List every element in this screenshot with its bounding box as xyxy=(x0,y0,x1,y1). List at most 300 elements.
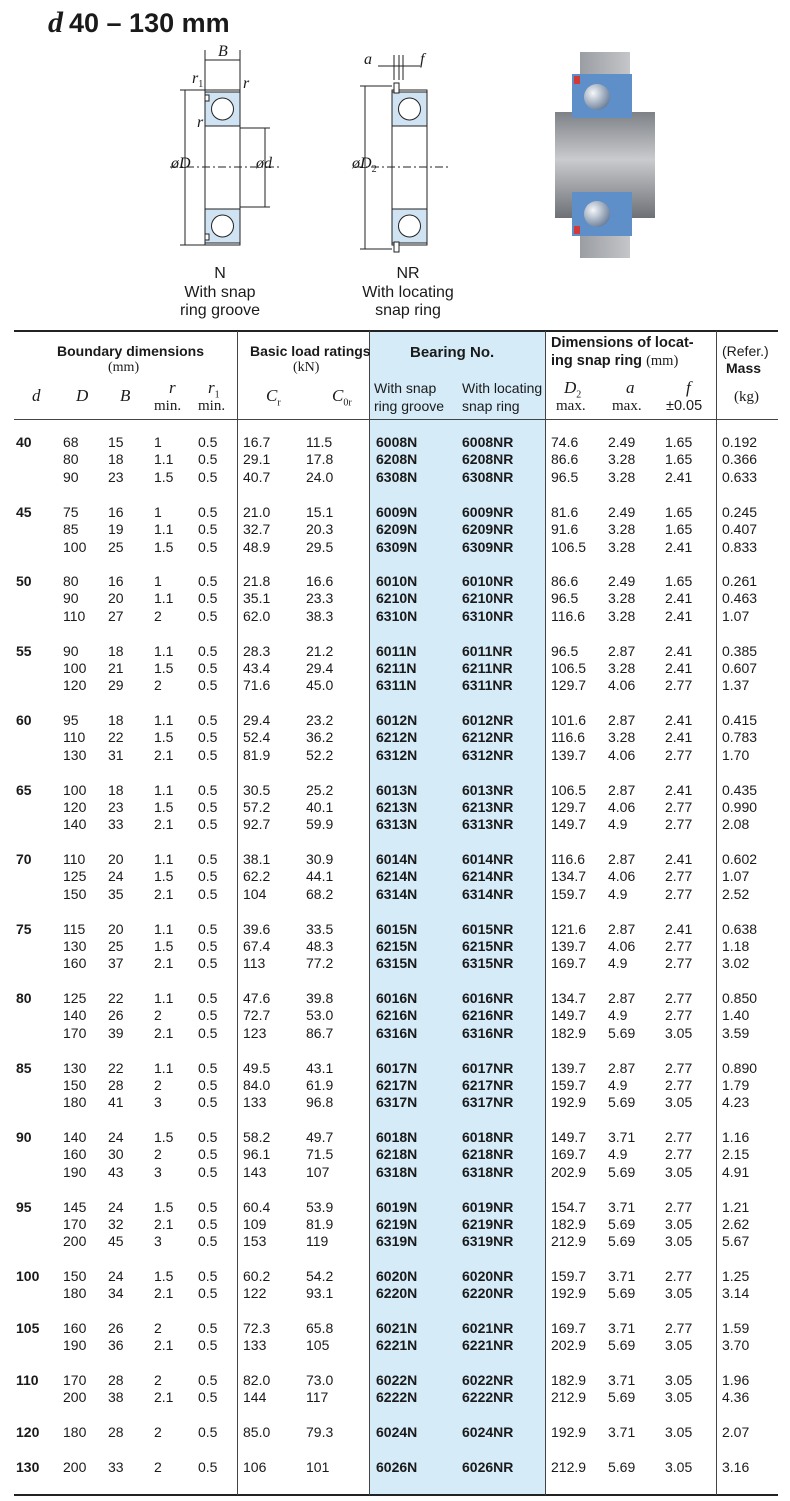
col-f: 1.65 xyxy=(665,434,693,450)
col-r: 1.5 xyxy=(154,539,174,555)
col-mass: 1.96 xyxy=(722,1372,750,1388)
col-r1: 0.5 xyxy=(198,1285,218,1301)
header-locating-1: With locating xyxy=(462,380,543,396)
col-C0r: 38.3 xyxy=(306,608,334,624)
col-a: 5.69 xyxy=(608,1337,636,1353)
col-D: 90 xyxy=(63,469,79,485)
col-Cr: 28.3 xyxy=(243,643,271,659)
col-bearing-n: 6214N xyxy=(376,868,418,884)
col-D2: 101.6 xyxy=(551,712,587,728)
col-bearing-nr: 6022NR xyxy=(462,1372,514,1388)
header-boundary: Boundary dimensions xyxy=(57,343,205,359)
col-r: 1.1 xyxy=(154,1060,174,1076)
col-bearing-n: 6309N xyxy=(376,539,418,555)
col-D: 110 xyxy=(63,608,86,624)
col-mass: 0.990 xyxy=(722,799,758,815)
col-a: 5.69 xyxy=(608,1164,636,1180)
label-B: B xyxy=(218,43,228,60)
bore-diameter-60: 60 xyxy=(16,712,32,728)
col-D: 180 xyxy=(63,1094,87,1110)
col-D: 160 xyxy=(63,955,87,971)
bore-diameter-75: 75 xyxy=(16,921,32,937)
col-mass: 4.36 xyxy=(722,1389,750,1405)
col-f: 3.05 xyxy=(665,1025,693,1041)
col-D2: 106.5 xyxy=(551,660,587,676)
col-bearing-nr: 6308NR xyxy=(462,469,514,485)
header-col-r-min: min. xyxy=(154,398,182,414)
col-B: 26 xyxy=(108,1320,124,1336)
col-a: 5.69 xyxy=(608,1216,636,1232)
col-mass: 0.435 xyxy=(722,782,758,798)
col-bearing-n: 6211N xyxy=(376,660,417,676)
col-a: 3.28 xyxy=(608,608,636,624)
col-C0r: 44.1 xyxy=(306,868,334,884)
col-r: 1.5 xyxy=(154,469,174,485)
col-D2: 154.7 xyxy=(551,1199,587,1215)
col-B: 18 xyxy=(108,451,124,467)
col-bearing-n: 6311N xyxy=(376,677,417,693)
col-r: 2 xyxy=(154,1459,162,1475)
col-C0r: 86.7 xyxy=(306,1025,334,1041)
col-C0r: 39.8 xyxy=(306,990,334,1006)
col-C0r: 20.3 xyxy=(306,521,334,537)
col-C0r: 54.2 xyxy=(306,1268,334,1284)
col-r: 1.5 xyxy=(154,938,174,954)
col-bearing-n: 6011N xyxy=(376,643,417,659)
col-a: 4.06 xyxy=(608,747,636,763)
col-r: 2 xyxy=(154,1007,162,1023)
col-bearing-n: 6016N xyxy=(376,990,418,1006)
col-C0r: 45.0 xyxy=(306,677,334,693)
col-Cr: 92.7 xyxy=(243,816,271,832)
col-a: 4.9 xyxy=(608,1146,628,1162)
col-bearing-nr: 6019NR xyxy=(462,1199,514,1215)
col-C0r: 23.2 xyxy=(306,712,334,728)
col-D: 180 xyxy=(63,1424,87,1440)
col-C0r: 30.9 xyxy=(306,851,334,867)
header-boundary-unit: (mm) xyxy=(108,360,140,375)
col-bearing-nr: 6219NR xyxy=(462,1216,514,1232)
col-Cr: 72.7 xyxy=(243,1007,271,1023)
col-r1: 0.5 xyxy=(198,1320,218,1336)
col-bearing-n: 6213N xyxy=(376,799,418,815)
bore-diameter-95: 95 xyxy=(16,1199,32,1215)
col-bearing-nr: 6316NR xyxy=(462,1025,514,1041)
col-mass: 0.245 xyxy=(722,504,758,520)
col-D: 80 xyxy=(63,573,79,589)
col-B: 29 xyxy=(108,677,124,693)
col-r: 2.1 xyxy=(154,1337,174,1353)
caption-nr-desc1: With locating xyxy=(362,284,454,301)
col-B: 43 xyxy=(108,1164,124,1180)
header-col-C0r: $C_{0r}$ xyxy=(332,386,352,409)
col-C0r: 23.3 xyxy=(306,590,334,606)
col-D: 120 xyxy=(63,799,87,815)
col-bearing-nr: 6021NR xyxy=(462,1320,514,1336)
col-Cr: 62.0 xyxy=(243,608,271,624)
col-B: 34 xyxy=(108,1285,124,1301)
col-Cr: 104 xyxy=(243,886,267,902)
col-f: 3.05 xyxy=(665,1424,693,1440)
col-D2: 149.7 xyxy=(551,816,587,832)
col-C0r: 65.8 xyxy=(306,1320,334,1336)
col-D: 130 xyxy=(63,1060,87,1076)
col-r1: 0.5 xyxy=(198,938,218,954)
col-Cr: 109 xyxy=(243,1216,267,1232)
col-r: 1.5 xyxy=(154,868,174,884)
col-bearing-n: 6317N xyxy=(376,1094,418,1110)
col-D2: 106.5 xyxy=(551,539,587,555)
bore-diameter-100: 100 xyxy=(16,1268,40,1284)
col-r: 1.1 xyxy=(154,643,174,659)
col-r: 1.5 xyxy=(154,1268,174,1284)
col-f: 2.77 xyxy=(665,1060,693,1076)
col-r1: 0.5 xyxy=(198,504,218,520)
col-B: 25 xyxy=(108,539,124,555)
col-mass: 2.62 xyxy=(722,1216,750,1232)
col-B: 18 xyxy=(108,643,124,659)
col-D2: 134.7 xyxy=(551,990,587,1006)
col-f: 2.77 xyxy=(665,799,693,815)
col-B: 24 xyxy=(108,1268,124,1284)
col-D: 150 xyxy=(63,1268,87,1284)
col-B: 19 xyxy=(108,521,124,537)
col-a: 5.69 xyxy=(608,1025,636,1041)
col-bearing-n: 6013N xyxy=(376,782,418,798)
col-mass: 0.783 xyxy=(722,729,758,745)
col-Cr: 60.4 xyxy=(243,1199,271,1215)
col-B: 24 xyxy=(108,1199,124,1215)
caption-nr-desc2: snap ring xyxy=(375,302,441,319)
col-r1: 0.5 xyxy=(198,1060,218,1076)
col-bearing-nr: 6211NR xyxy=(462,660,513,676)
col-D2: 121.6 xyxy=(551,921,587,937)
col-bearing-nr: 6310NR xyxy=(462,608,514,624)
col-C0r: 93.1 xyxy=(306,1285,334,1301)
header-col-D2: $D_2$ xyxy=(564,378,582,401)
col-C0r: 29.5 xyxy=(306,539,334,555)
col-D: 100 xyxy=(63,660,87,676)
col-bearing-n: 6024N xyxy=(376,1424,418,1440)
col-bearing-n: 6219N xyxy=(376,1216,418,1232)
col-Cr: 40.7 xyxy=(243,469,271,485)
col-r1: 0.5 xyxy=(198,660,218,676)
col-B: 22 xyxy=(108,1060,124,1076)
col-mass: 1.40 xyxy=(722,1007,750,1023)
col-D: 170 xyxy=(63,1025,87,1041)
col-bearing-n: 6209N xyxy=(376,521,418,537)
col-C0r: 61.9 xyxy=(306,1077,334,1093)
col-D2: 182.9 xyxy=(551,1372,587,1388)
header-col-Cr: $C_r$ xyxy=(266,386,281,409)
col-bearing-nr: 6315NR xyxy=(462,955,514,971)
col-Cr: 35.1 xyxy=(243,590,271,606)
col-a: 2.87 xyxy=(608,643,636,659)
col-bearing-n: 6014N xyxy=(376,851,418,867)
col-bearing-nr: 6218NR xyxy=(462,1146,514,1162)
col-r: 3 xyxy=(154,1094,162,1110)
col-D: 180 xyxy=(63,1285,87,1301)
col-B: 22 xyxy=(108,729,124,745)
col-a: 3.28 xyxy=(608,539,636,555)
col-Cr: 84.0 xyxy=(243,1077,271,1093)
col-r1: 0.5 xyxy=(198,573,218,589)
col-D2: 192.9 xyxy=(551,1424,587,1440)
col-bearing-n: 6222N xyxy=(376,1389,418,1405)
col-f: 2.41 xyxy=(665,660,693,676)
col-D: 110 xyxy=(63,851,86,867)
bore-diameter-80: 80 xyxy=(16,990,32,1006)
col-bearing-n: 6316N xyxy=(376,1025,418,1041)
col-mass: 4.91 xyxy=(722,1164,750,1180)
col-bearing-nr: 6220NR xyxy=(462,1285,514,1301)
col-Cr: 48.9 xyxy=(243,539,271,555)
col-r1: 0.5 xyxy=(198,921,218,937)
col-bearing-n: 6018N xyxy=(376,1129,418,1145)
col-mass: 3.16 xyxy=(722,1459,750,1475)
caption-n-desc2: ring groove xyxy=(179,302,261,319)
col-r: 3 xyxy=(154,1164,162,1180)
col-D2: 149.7 xyxy=(551,1129,587,1145)
caption-nr-type: NR xyxy=(396,265,420,282)
col-C0r: 40.1 xyxy=(306,799,334,815)
bore-diameter-85: 85 xyxy=(16,1060,32,1076)
col-f: 2.41 xyxy=(665,921,693,937)
col-r: 1.1 xyxy=(154,521,174,537)
col-mass: 0.407 xyxy=(722,521,758,537)
col-f: 1.65 xyxy=(665,451,693,467)
col-D2: 169.7 xyxy=(551,1320,587,1336)
col-Cr: 21.8 xyxy=(243,573,271,589)
col-Cr: 58.2 xyxy=(243,1129,271,1145)
col-D2: 106.5 xyxy=(551,782,587,798)
col-Cr: 47.6 xyxy=(243,990,271,1006)
col-C0r: 68.2 xyxy=(306,886,334,902)
col-mass: 5.67 xyxy=(722,1233,750,1249)
col-B: 24 xyxy=(108,868,124,884)
col-bearing-nr: 6214NR xyxy=(462,868,514,884)
col-a: 3.28 xyxy=(608,729,636,745)
col-bearing-nr: 6215NR xyxy=(462,938,514,954)
col-mass: 0.415 xyxy=(722,712,758,728)
col-r1: 0.5 xyxy=(198,590,218,606)
col-bearing-nr: 6017NR xyxy=(462,1060,514,1076)
col-bearing-nr: 6222NR xyxy=(462,1389,514,1405)
col-r1: 0.5 xyxy=(198,608,218,624)
col-f: 2.77 xyxy=(665,747,693,763)
col-D: 130 xyxy=(63,747,87,763)
col-f: 2.41 xyxy=(665,782,693,798)
col-r: 2.1 xyxy=(154,886,174,902)
col-a: 4.9 xyxy=(608,886,628,902)
col-D: 125 xyxy=(63,868,87,884)
col-bearing-n: 6022N xyxy=(376,1372,418,1388)
col-bearing-nr: 6209NR xyxy=(462,521,514,537)
col-D2: 86.6 xyxy=(551,451,579,467)
col-B: 15 xyxy=(108,434,124,450)
col-r1: 0.5 xyxy=(198,729,218,745)
col-f: 2.77 xyxy=(665,886,693,902)
col-C0r: 117 xyxy=(306,1389,329,1405)
col-D2: 96.5 xyxy=(551,469,579,485)
col-bearing-n: 6208N xyxy=(376,451,418,467)
header-col-f-tol: ±0.05 xyxy=(666,398,703,414)
col-r: 2 xyxy=(154,677,162,693)
col-a: 2.87 xyxy=(608,921,636,937)
col-f: 2.77 xyxy=(665,816,693,832)
col-D: 130 xyxy=(63,938,87,954)
col-f: 2.41 xyxy=(665,608,693,624)
col-r: 1 xyxy=(154,573,162,589)
col-Cr: 123 xyxy=(243,1025,267,1041)
col-bearing-nr: 6217NR xyxy=(462,1077,514,1093)
col-a: 2.87 xyxy=(608,712,636,728)
col-D: 170 xyxy=(63,1216,87,1232)
col-r1: 0.5 xyxy=(198,1077,218,1093)
header-dims-1: Dimensions of locat- xyxy=(551,335,694,351)
col-r1: 0.5 xyxy=(198,955,218,971)
bore-diameter-55: 55 xyxy=(16,643,32,659)
col-B: 28 xyxy=(108,1372,124,1388)
col-Cr: 43.4 xyxy=(243,660,271,676)
col-r1: 0.5 xyxy=(198,1129,218,1145)
col-bearing-n: 6312N xyxy=(376,747,418,763)
col-B: 41 xyxy=(108,1094,124,1110)
col-r1: 0.5 xyxy=(198,1007,218,1023)
col-D2: 81.6 xyxy=(551,504,579,520)
col-B: 21 xyxy=(108,660,124,676)
col-r1: 0.5 xyxy=(198,712,218,728)
col-D: 95 xyxy=(63,712,79,728)
col-bearing-n: 6314N xyxy=(376,886,418,902)
col-bearing-nr: 6312NR xyxy=(462,747,514,763)
col-B: 31 xyxy=(108,747,124,763)
col-r1: 0.5 xyxy=(198,990,218,1006)
col-a: 4.06 xyxy=(608,868,636,884)
col-mass: 0.385 xyxy=(722,643,758,659)
col-Cr: 106 xyxy=(243,1459,267,1475)
col-D2: 182.9 xyxy=(551,1216,587,1232)
col-C0r: 79.3 xyxy=(306,1424,334,1440)
col-r: 1.1 xyxy=(154,990,174,1006)
col-r1: 0.5 xyxy=(198,1459,218,1475)
col-r: 1.5 xyxy=(154,729,174,745)
col-C0r: 71.5 xyxy=(306,1146,334,1162)
col-D: 190 xyxy=(63,1337,87,1353)
col-bearing-nr: 6216NR xyxy=(462,1007,514,1023)
col-D2: 91.6 xyxy=(551,521,579,537)
col-mass: 4.23 xyxy=(722,1094,750,1110)
col-B: 18 xyxy=(108,712,124,728)
col-B: 30 xyxy=(108,1146,124,1162)
col-bearing-n: 6217N xyxy=(376,1077,418,1093)
col-B: 36 xyxy=(108,1337,124,1353)
col-mass: 0.638 xyxy=(722,921,758,937)
col-a: 4.06 xyxy=(608,938,636,954)
col-f: 2.77 xyxy=(665,938,693,954)
col-a: 3.71 xyxy=(608,1372,636,1388)
col-Cr: 71.6 xyxy=(243,677,271,693)
col-a: 2.87 xyxy=(608,851,636,867)
col-B: 45 xyxy=(108,1233,124,1249)
col-bearing-nr: 6311NR xyxy=(462,677,513,693)
col-mass: 2.52 xyxy=(722,886,750,902)
col-D2: 212.9 xyxy=(551,1389,587,1405)
col-r1: 0.5 xyxy=(198,816,218,832)
col-D2: 202.9 xyxy=(551,1164,587,1180)
col-D2: 74.6 xyxy=(551,434,579,450)
col-mass: 0.833 xyxy=(722,539,758,555)
col-f: 2.77 xyxy=(665,1007,693,1023)
header-col-D: D xyxy=(76,386,89,405)
col-f: 2.41 xyxy=(665,539,693,555)
col-Cr: 52.4 xyxy=(243,729,271,745)
col-Cr: 29.1 xyxy=(243,451,271,467)
col-B: 20 xyxy=(108,851,124,867)
col-a: 2.49 xyxy=(608,573,636,589)
header-bearing-no: Bearing No. xyxy=(410,344,495,361)
col-mass: 2.08 xyxy=(722,816,750,832)
col-D2: 139.7 xyxy=(551,747,587,763)
col-r: 2.1 xyxy=(154,1025,174,1041)
header-snap-groove-1: With snap xyxy=(374,380,437,396)
col-r1: 0.5 xyxy=(198,469,218,485)
col-D: 190 xyxy=(63,1164,87,1180)
col-f: 2.41 xyxy=(665,590,693,606)
header-load-unit: (kN) xyxy=(293,360,320,375)
col-mass: 1.70 xyxy=(722,747,750,763)
col-a: 2.87 xyxy=(608,782,636,798)
col-bearing-n: 6215N xyxy=(376,938,418,954)
col-C0r: 105 xyxy=(306,1337,330,1353)
header-col-d: d xyxy=(32,386,41,405)
col-C0r: 81.9 xyxy=(306,1216,334,1232)
header-col-D2-max: max. xyxy=(556,398,586,414)
col-Cr: 85.0 xyxy=(243,1424,271,1440)
col-f: 2.41 xyxy=(665,712,693,728)
col-a: 5.69 xyxy=(608,1459,636,1475)
col-Cr: 38.1 xyxy=(243,851,271,867)
col-B: 24 xyxy=(108,1129,124,1145)
col-r: 2 xyxy=(154,608,162,624)
col-mass: 1.21 xyxy=(722,1199,750,1215)
col-r1: 0.5 xyxy=(198,1372,218,1388)
col-f: 2.77 xyxy=(665,955,693,971)
col-Cr: 32.7 xyxy=(243,521,271,537)
col-Cr: 144 xyxy=(243,1389,267,1405)
col-Cr: 30.5 xyxy=(243,782,271,798)
col-r: 1.1 xyxy=(154,851,174,867)
col-D: 140 xyxy=(63,816,87,832)
label-r1: $r_1$ xyxy=(192,70,204,91)
col-D2: 149.7 xyxy=(551,1007,587,1023)
col-r: 2.1 xyxy=(154,1285,174,1301)
header-col-a-max: max. xyxy=(612,398,642,414)
col-r1: 0.5 xyxy=(198,1337,218,1353)
col-bearing-n: 6310N xyxy=(376,608,418,624)
col-mass: 1.18 xyxy=(722,938,750,954)
col-C0r: 29.4 xyxy=(306,660,334,676)
label-D2: $øD_2$ xyxy=(352,155,377,176)
col-a: 4.9 xyxy=(608,1077,628,1093)
col-f: 1.65 xyxy=(665,521,693,537)
col-D2: 202.9 xyxy=(551,1337,587,1353)
col-D: 150 xyxy=(63,1077,87,1093)
col-D: 200 xyxy=(63,1233,87,1249)
col-bearing-nr: 6221NR xyxy=(462,1337,514,1353)
col-a: 3.71 xyxy=(608,1129,636,1145)
col-mass: 0.607 xyxy=(722,660,758,676)
